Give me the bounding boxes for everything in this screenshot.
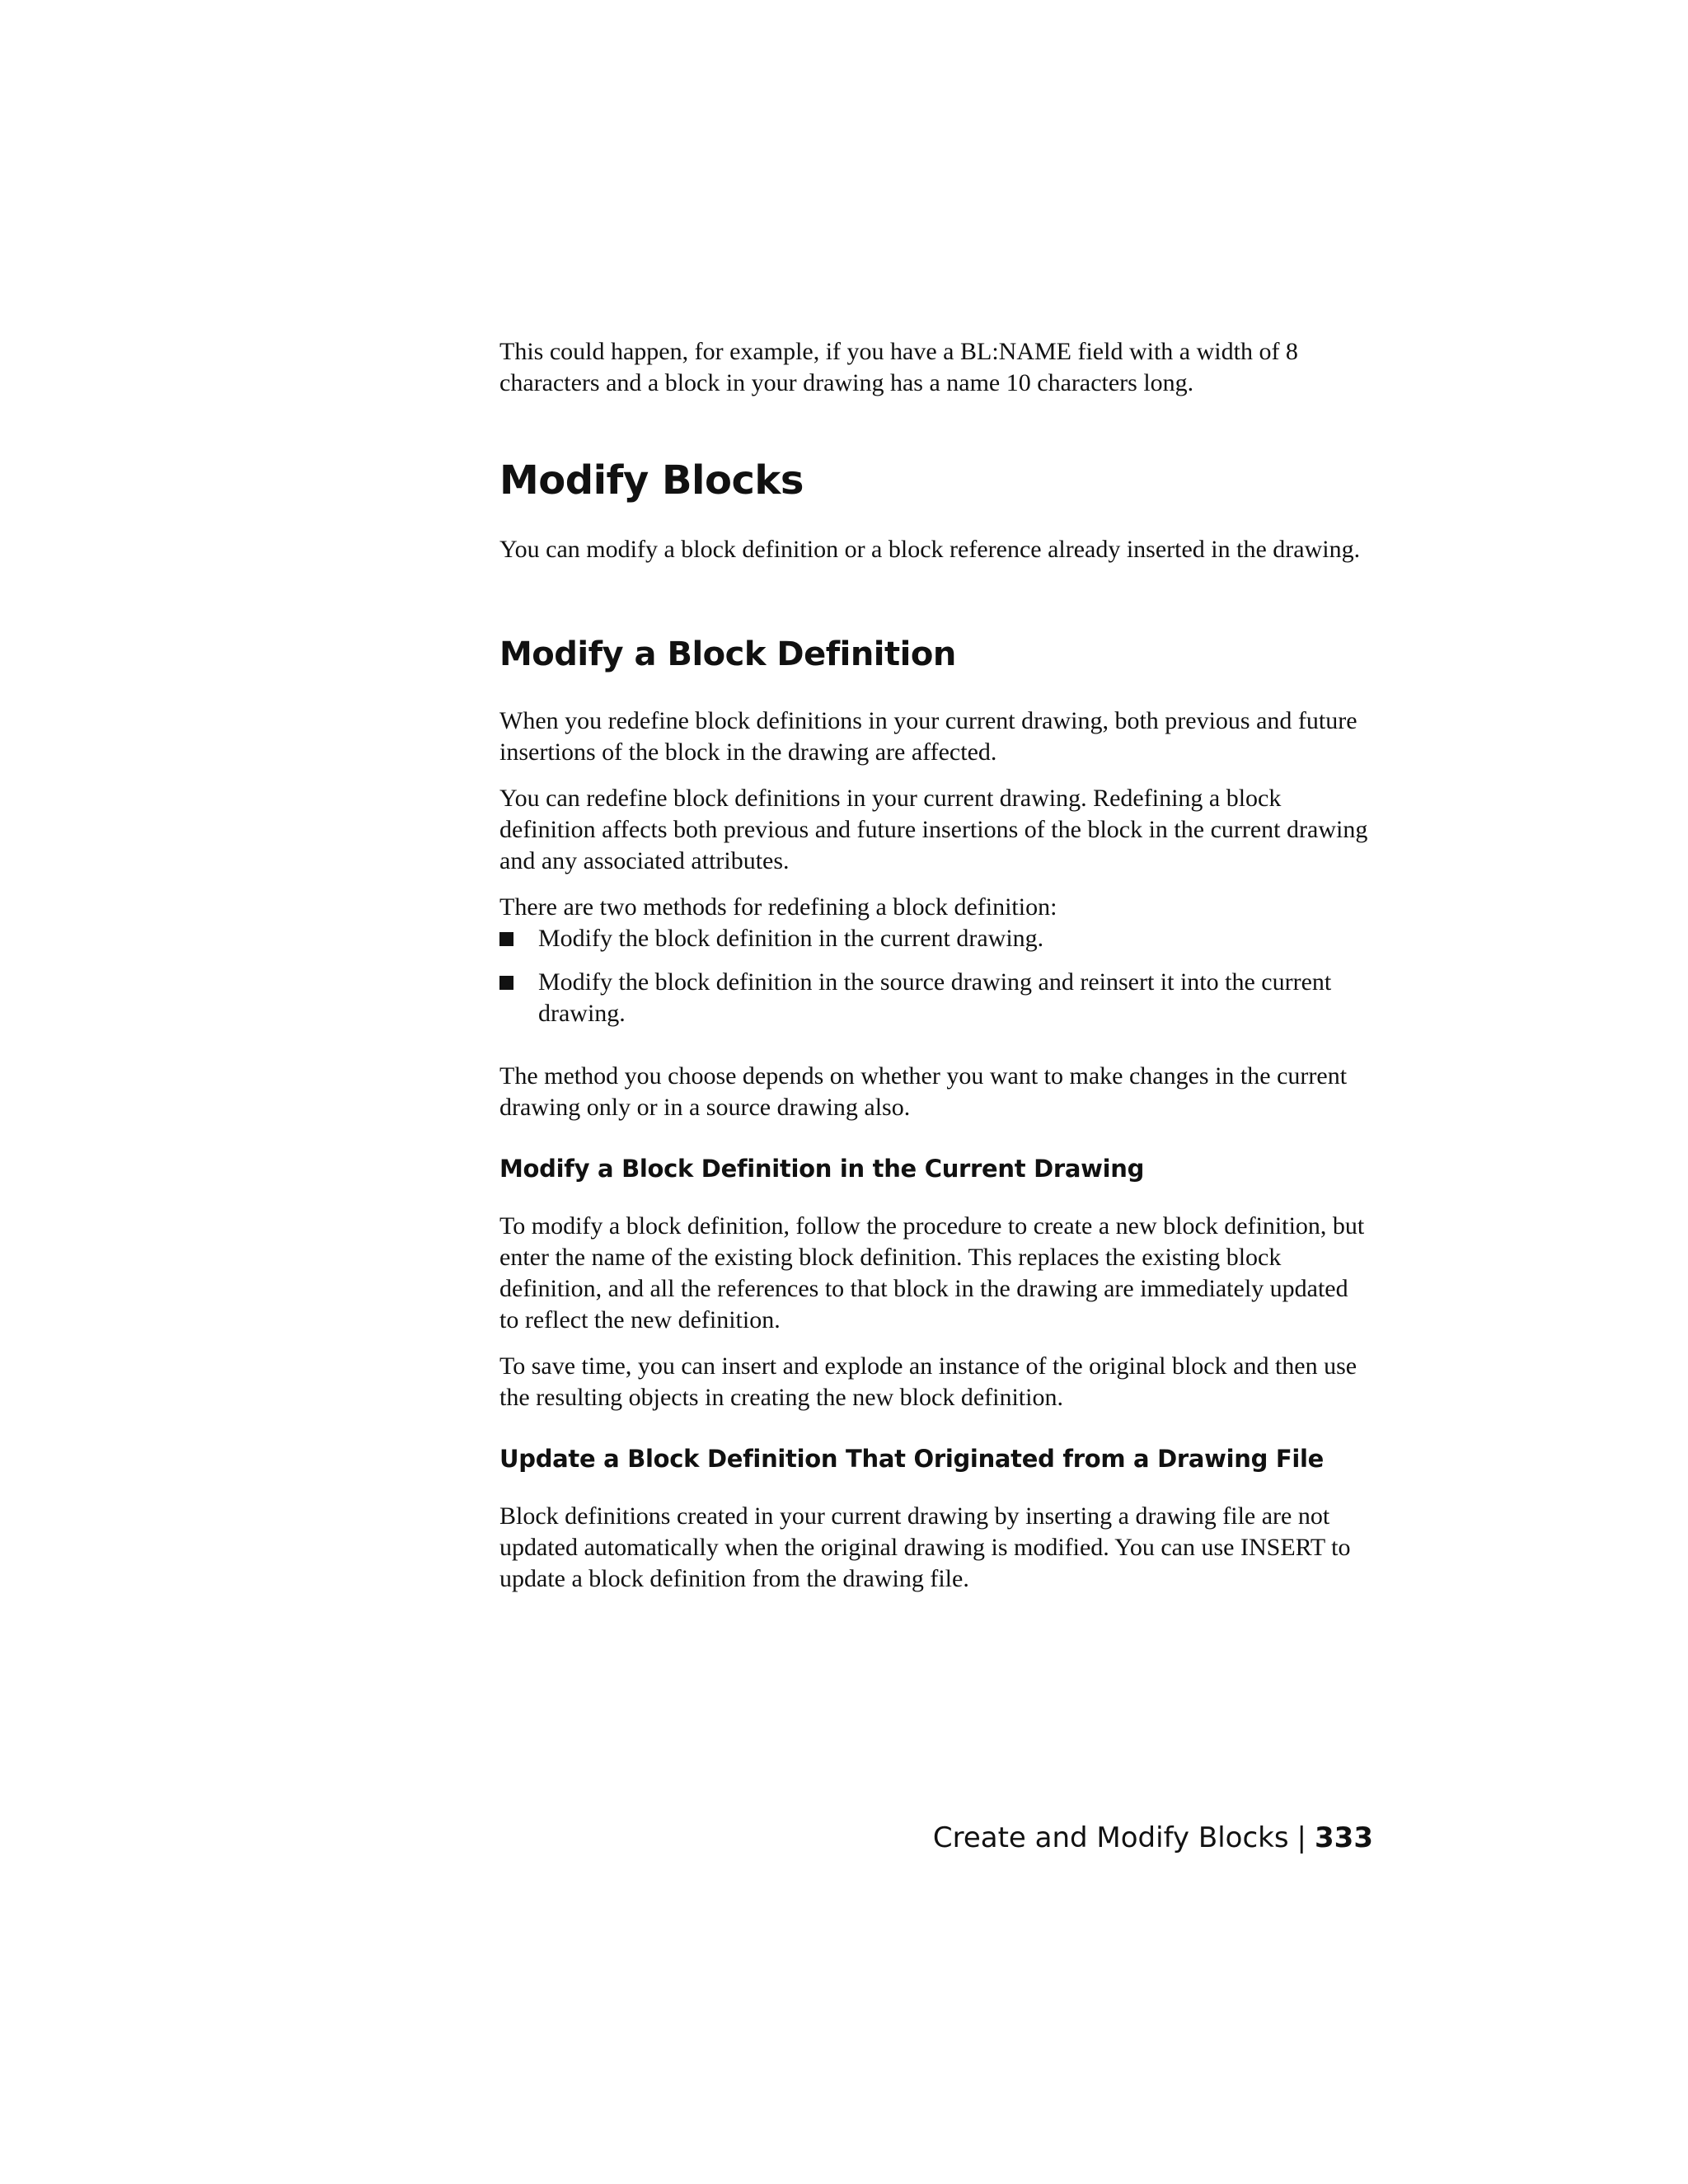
footer-separator: | (1296, 1821, 1307, 1854)
paragraph: There are two methods for redefining a block definition: (499, 893, 1057, 921)
paragraph: When you redefine block definitions in your current drawing, both previous and future insertions of the block in the drawing are affected. (499, 707, 1357, 766)
page-footer (933, 1820, 1373, 1856)
list-item-text: Modify the block definition in the current drawing. (538, 925, 1044, 952)
paragraph: To modify a block definition, follow the procedure to create a new block definition, but enter the name of the existing block definition. This replaces the existing block definition, and all the references to that block in the drawing are immediately updated to reflect the new definition. (499, 1212, 1365, 1333)
paragraph: To save time, you can insert and explode an instance of the original block and then use the resulting objects in creating the new block definition. (499, 1352, 1357, 1411)
square-bullet-icon (499, 976, 513, 990)
section-title: Modify Blocks (499, 457, 804, 504)
page-number: 333 (1315, 1821, 1373, 1854)
section-intro: You can modify a block definition or a block reference already inserted in the drawing. (499, 536, 1361, 563)
paragraph: You can redefine block definitions in your current drawing. Redefining a block definition affects both previous and future insertions of the block in the current drawing and any associated attributes. (499, 785, 1368, 874)
methods-list (499, 923, 1373, 1029)
topic-title: Modify a Block Definition in the Current Drawing (499, 1155, 1145, 1183)
list-item-text: Modify the block definition in the source drawing and reinsert it into the current drawing. (538, 968, 1332, 1027)
footer-chapter-title: Create and Modify Blocks (932, 1821, 1289, 1854)
intro-paragraph: This could happen, for example, if you have a BL:NAME field with a width of 8 characters and a block in your drawing has a name 10 characters long. (499, 338, 1298, 396)
list-item (499, 967, 1373, 1029)
list-item (499, 923, 1373, 954)
square-bullet-icon (499, 932, 513, 946)
paragraph: Block definitions created in your current drawing by inserting a drawing file are not updated automatically when the original drawing is modified. You can use INSERT to update a block definition from the drawing file. (499, 1502, 1351, 1592)
paragraph: The method you choose depends on whether you want to make changes in the current drawing only or in a source drawing also. (499, 1062, 1348, 1121)
subsection-title: Modify a Block Definition (499, 635, 956, 673)
page-content (499, 336, 1373, 1595)
topic-title: Update a Block Definition That Originated from a Drawing File (499, 1445, 1325, 1473)
